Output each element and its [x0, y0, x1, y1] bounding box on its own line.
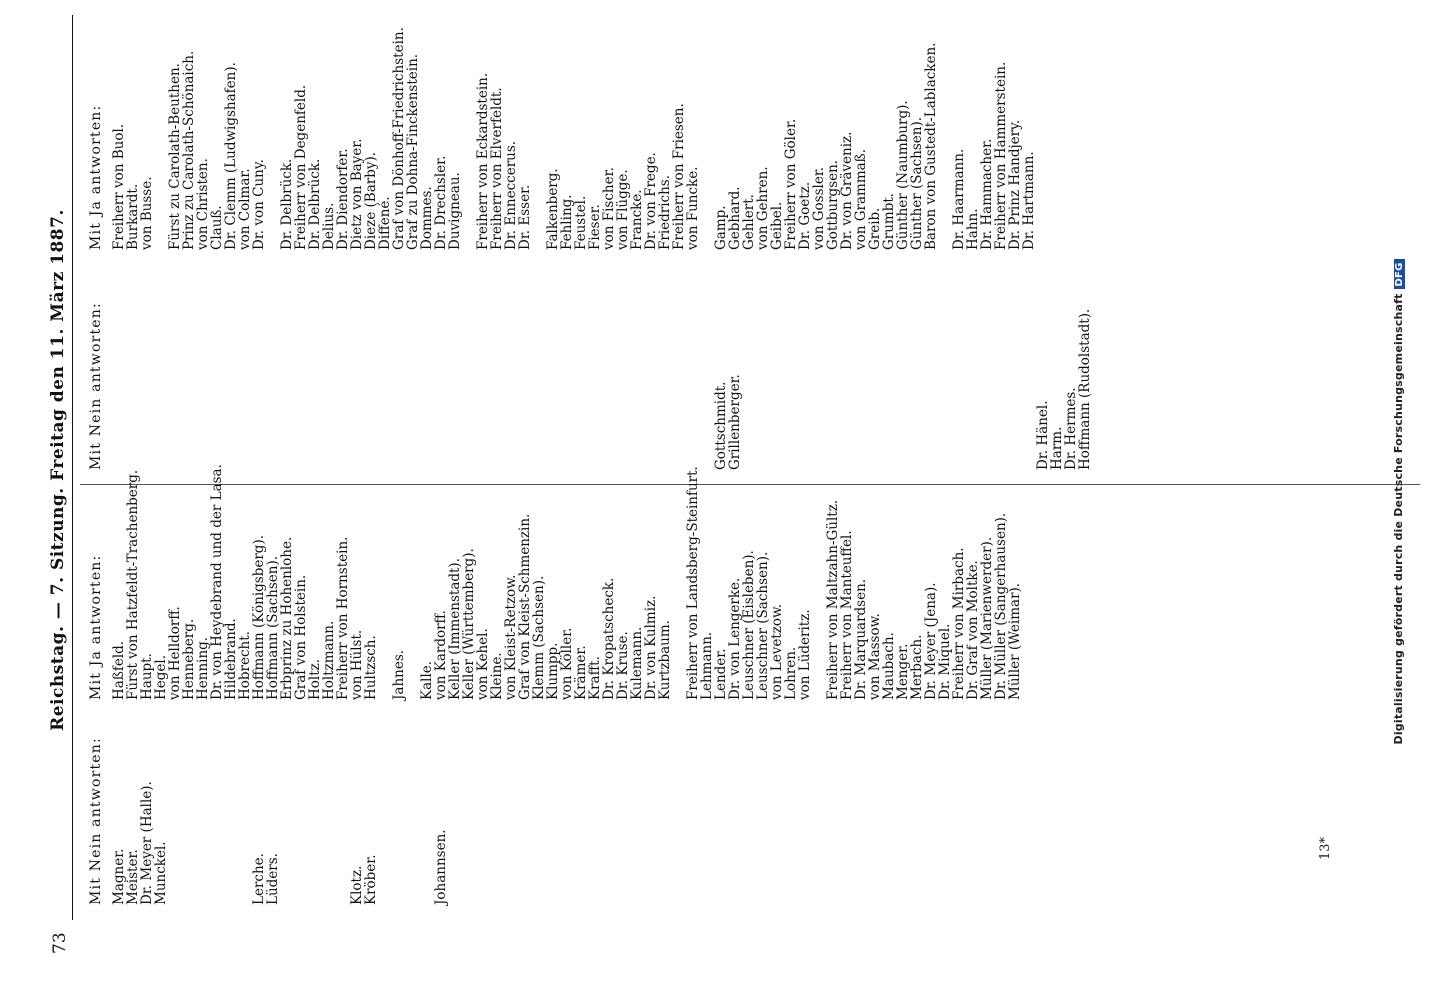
- col4-heading: Mit Ja antworten:: [88, 104, 104, 250]
- name-row: [644, 270, 658, 470]
- name-row: Gottburgsen.: [825, 159, 841, 250]
- name-row: [798, 270, 812, 470]
- col1-heading: Mit Nein antworten:: [88, 737, 104, 905]
- name-row: [210, 705, 224, 905]
- name-row: Fieser.: [587, 204, 603, 250]
- name-row: Gebhard.: [727, 186, 743, 250]
- name-row: [882, 270, 896, 470]
- name-row: [392, 705, 406, 905]
- name-row: [238, 270, 252, 470]
- name-row: Greib.: [867, 207, 883, 250]
- name-row: [1022, 270, 1036, 470]
- name-row: [560, 270, 574, 470]
- header-rule: [72, 15, 73, 920]
- name-row: Freiherr von Manteuffel.: [839, 530, 855, 700]
- name-row: Dr. Esser.: [517, 184, 533, 250]
- name-row: [518, 270, 532, 470]
- name-row: [490, 270, 504, 470]
- name-row: [574, 270, 588, 470]
- name-row: [980, 270, 994, 470]
- name-row: [392, 270, 406, 470]
- name-row: [1008, 270, 1022, 470]
- name-row: von Köller.: [559, 627, 575, 700]
- name-row: [182, 270, 196, 470]
- name-row: [588, 270, 602, 470]
- name-row: von Lüderitz.: [797, 609, 813, 700]
- name-row: [462, 30, 476, 250]
- name-row: von Christen.: [195, 158, 211, 250]
- name-row: [196, 270, 210, 470]
- name-row: von Helldorff.: [167, 606, 183, 700]
- name-row: Müller (Marienwerder).: [979, 536, 995, 700]
- name-row: von Funcke.: [685, 166, 701, 250]
- name-row: [224, 270, 238, 470]
- name-row: Dietz von Bayer.: [349, 138, 365, 250]
- name-row: von Massow.: [867, 613, 883, 700]
- name-row: Kröber.: [363, 854, 379, 905]
- name-row: [322, 705, 336, 905]
- name-row: von Hülst.: [349, 629, 365, 700]
- name-row: Günther (Naumburg).: [895, 100, 911, 250]
- name-row: Lohren.: [783, 646, 799, 700]
- name-row: [532, 270, 546, 470]
- name-row: Dr. Marquardsen.: [853, 578, 869, 700]
- name-row: Klemm (Sachsen).: [531, 575, 547, 700]
- name-row: [812, 270, 826, 470]
- name-row: Graf von Kleist-Schmenzin.: [517, 513, 533, 700]
- name-row: Dr. Hermes.: [1063, 387, 1079, 470]
- name-row: Dr. Hammacher.: [979, 138, 995, 250]
- name-row: [840, 270, 854, 470]
- name-row: [266, 30, 280, 250]
- name-row: Freiherr von Buol.: [111, 123, 127, 250]
- name-row: [196, 705, 210, 905]
- col3-name-list: [112, 270, 1092, 470]
- name-row: [952, 270, 966, 470]
- name-row: Gehlert.: [741, 194, 757, 250]
- name-row: Feustel.: [573, 195, 589, 250]
- name-row: [420, 705, 434, 905]
- name-row: Klumpp.: [545, 642, 561, 700]
- name-row: [966, 270, 980, 470]
- name-row: Dr. Müller (Sangerhausen).: [993, 512, 1009, 700]
- name-row: [924, 270, 938, 470]
- name-row: Fürst zu Carolath-Beuthen.: [167, 63, 183, 250]
- name-row: Meister.: [125, 849, 141, 905]
- name-row: Dr. Haarmann.: [951, 148, 967, 250]
- name-row: von Kardorff.: [433, 610, 449, 700]
- name-row: Holtzmann.: [321, 620, 337, 700]
- name-row: [126, 270, 140, 470]
- name-row: [364, 270, 378, 470]
- name-row: [700, 270, 714, 470]
- name-row: Grumbt.: [881, 192, 897, 250]
- name-row: Kulemann.: [629, 626, 645, 700]
- name-row: Dr. Miquel.: [937, 623, 953, 700]
- name-row: Graf von Holstein.: [293, 574, 309, 700]
- name-row: [784, 270, 798, 470]
- col4-name-list: [111, 27, 1037, 250]
- name-row: [378, 705, 392, 905]
- name-row: Duvigneau.: [447, 172, 463, 250]
- name-row: [938, 30, 952, 250]
- digitization-credit: [1392, 12, 1405, 992]
- name-row: [854, 270, 868, 470]
- name-row: [322, 270, 336, 470]
- name-row: Harm.: [1049, 426, 1065, 470]
- name-row: Dr. von Frege.: [643, 152, 659, 250]
- name-row: [308, 705, 322, 905]
- name-row: Dommes.: [419, 186, 435, 250]
- name-row: [154, 270, 168, 470]
- name-row: Burkardt.: [125, 183, 141, 250]
- name-row: Freiherr von Mirbach.: [951, 547, 967, 700]
- name-row: Dr. Hartmann.: [1021, 151, 1037, 250]
- name-row: Freiherr von Eckardstein.: [475, 72, 491, 250]
- name-row: [420, 270, 434, 470]
- name-row: Hildebrand.: [223, 618, 239, 700]
- name-row: Lüders.: [265, 853, 281, 905]
- name-row: Hoffmann (Rudolstadt).: [1077, 308, 1093, 470]
- name-row: von Fischer.: [601, 167, 617, 250]
- name-row: Freiherr von Elverfeldt.: [489, 87, 505, 250]
- name-row: [266, 270, 280, 470]
- name-row: [672, 490, 686, 700]
- name-row: Friedrichs.: [657, 174, 673, 250]
- name-row: Maubach.: [881, 632, 897, 700]
- name-row: [686, 270, 700, 470]
- name-row: [826, 270, 840, 470]
- name-row: [336, 705, 350, 905]
- name-row: [938, 270, 952, 470]
- name-row: von Flügge.: [615, 169, 631, 250]
- name-row: Dr. von Gräveniz.: [839, 131, 855, 250]
- name-row: [994, 270, 1008, 470]
- name-row: Henneberg.: [181, 618, 197, 700]
- name-row: [294, 705, 308, 905]
- name-row: [812, 490, 826, 700]
- col2-name-list: [111, 464, 1023, 700]
- name-row: von Gossler.: [811, 166, 827, 250]
- name-row: Freiherr von Friesen.: [671, 103, 687, 250]
- name-row: [378, 270, 392, 470]
- name-row: [350, 270, 364, 470]
- name-row: Magner.: [111, 848, 127, 905]
- name-row: von Levetzow.: [769, 603, 785, 700]
- name-row: Hegel.: [153, 654, 169, 700]
- name-row: [224, 705, 238, 905]
- name-row: Leuschner (Eisleben).: [741, 550, 757, 700]
- name-row: Lender.: [713, 648, 729, 700]
- name-row: Clauß.: [209, 205, 225, 250]
- name-row: Gottschmidt.: [713, 381, 729, 470]
- name-row: [406, 705, 420, 905]
- name-row: Dr. Graf von Moltke.: [965, 560, 981, 700]
- name-row: von Kehel.: [475, 628, 491, 700]
- name-row: [532, 30, 546, 250]
- col3-heading: Mit Nein antworten:: [88, 302, 104, 470]
- name-row: [238, 705, 252, 905]
- name-row: Krafft.: [587, 656, 603, 700]
- name-row: von Kleist-Retzow.: [503, 574, 519, 700]
- name-row: [756, 270, 770, 470]
- name-row: Kalle.: [419, 660, 435, 700]
- name-row: [168, 270, 182, 470]
- name-row: Klotz.: [349, 865, 365, 905]
- name-row: Freiherr von Landsberg-Steinfurt.: [685, 466, 701, 700]
- name-row: Dr. Kruse.: [615, 631, 631, 700]
- name-row: [868, 270, 882, 470]
- name-row: Dr. Delbrück.: [307, 158, 323, 250]
- name-row: Holtz.: [307, 658, 323, 700]
- name-row: Francke.: [629, 189, 645, 250]
- name-row: Haßfeld.: [111, 640, 127, 700]
- name-row: Dr. von Heydebrand und der Lasa.: [209, 464, 225, 700]
- column-divider: [80, 484, 1420, 485]
- name-row: Henning.: [195, 636, 211, 700]
- name-row: Erbprinz zu Hohenlohe.: [279, 536, 295, 700]
- name-row: Dr. Drechsler.: [433, 155, 449, 250]
- name-row: Müller (Weimar).: [1007, 582, 1023, 700]
- name-row: Dr. Goetz.: [797, 181, 813, 250]
- name-row: [448, 270, 462, 470]
- name-row: Hoffmann (Sachsen).: [265, 555, 281, 700]
- name-row: Grillenberger.: [727, 374, 743, 470]
- name-row: Freiherr von Degenfeld.: [293, 84, 309, 250]
- name-row: Hultzsch.: [363, 635, 379, 700]
- name-row: Prinz zu Carolath-Schönaich.: [181, 50, 197, 250]
- name-row: Günther (Sachsen).: [909, 116, 925, 250]
- name-row: Freiherr von Maltzahn-Gültz.: [825, 499, 841, 700]
- name-row: Dr. Delbrück.: [279, 158, 295, 250]
- name-row: [672, 270, 686, 470]
- name-row: Dr. Prinz Handjery.: [1007, 119, 1023, 250]
- footnote: 13*: [1318, 836, 1333, 860]
- name-row: [896, 270, 910, 470]
- name-row: Dieze (Barby).: [363, 151, 379, 250]
- name-row: [112, 270, 126, 470]
- name-row: [616, 270, 630, 470]
- page-header: Reichstag. — 7. Sitzung. Freitag den 11. März 1887.: [48, 209, 68, 731]
- name-row: Hahn.: [965, 208, 981, 250]
- name-row: von Grammaß.: [853, 149, 869, 250]
- name-row: [406, 270, 420, 470]
- name-row: [910, 270, 924, 470]
- name-row: Dr. Enneccerus.: [503, 140, 519, 250]
- name-row: Dr. von Lengerke.: [727, 577, 743, 700]
- name-row: [294, 270, 308, 470]
- name-row: Dr. Kropatscheck.: [601, 577, 617, 700]
- name-row: [336, 270, 350, 470]
- name-row: Kleine.: [489, 652, 505, 700]
- name-row: Fehling.: [559, 194, 575, 250]
- name-row: Gamp.: [713, 205, 729, 250]
- name-row: Dr. Hänel.: [1035, 400, 1051, 470]
- name-row: Diffené.: [377, 196, 393, 250]
- name-row: [308, 270, 322, 470]
- name-row: Dr. Clemm (Ludwigshafen).: [223, 62, 239, 250]
- name-row: Lerche.: [251, 853, 267, 905]
- name-row: [252, 270, 266, 470]
- name-row: von Gehren.: [755, 166, 771, 250]
- name-row: Hobrecht.: [237, 631, 253, 700]
- name-row: [658, 270, 672, 470]
- name-row: Freiherr von Hornstein.: [335, 536, 351, 700]
- name-row: [406, 490, 420, 700]
- name-row: [602, 270, 616, 470]
- name-row: Delius.: [321, 202, 337, 250]
- name-row: Fürst von Hatzfeldt-Trachenberg.: [125, 469, 141, 700]
- name-row: [280, 270, 294, 470]
- name-row: Leuschner (Sachsen).: [755, 551, 771, 700]
- name-row: Dr. von Cuny.: [251, 159, 267, 250]
- name-row: Graf zu Dohna-Finckenstein.: [405, 53, 421, 250]
- name-row: von Busse.: [139, 176, 155, 250]
- name-row: Graf von Dönhoff-Friedrichstein.: [391, 27, 407, 250]
- name-row: [630, 270, 644, 470]
- col2-heading: Mit Ja antworten:: [88, 554, 104, 700]
- name-row: Merbach.: [909, 634, 925, 700]
- name-row: von Colmar.: [237, 168, 253, 250]
- name-row: [546, 270, 560, 470]
- name-row: [434, 270, 448, 470]
- name-row: [210, 270, 224, 470]
- name-row: [280, 705, 294, 905]
- name-row: [140, 270, 154, 470]
- name-row: Kurtzbaum.: [657, 620, 673, 700]
- name-row: [504, 270, 518, 470]
- name-row: Dr. Diendorfer.: [335, 148, 351, 250]
- name-row: Geibel.: [769, 201, 785, 250]
- dfg-logo: DFG: [1394, 260, 1405, 290]
- name-row: Keller (Württemberg).: [461, 548, 477, 700]
- name-row: Dr. Meyer (Jena).: [923, 582, 939, 700]
- name-row: Munckel.: [153, 841, 169, 905]
- name-row: Hoffmann (Königsberg).: [251, 534, 267, 700]
- name-row: Lehmann.: [699, 631, 715, 700]
- name-row: Haupt.: [139, 653, 155, 700]
- name-row: [168, 705, 182, 905]
- name-row: [378, 490, 392, 700]
- name-row: Jahnes.: [391, 649, 407, 700]
- name-row: [182, 705, 196, 905]
- page-number: 73: [50, 932, 70, 954]
- name-row: [700, 30, 714, 250]
- name-row: Falkenberg.: [545, 168, 561, 250]
- name-row: Freiherr von Göler.: [783, 118, 799, 250]
- name-row: Krämer.: [573, 645, 589, 700]
- name-row: [770, 270, 784, 470]
- name-row: Johannsen.: [433, 829, 449, 905]
- col1-name-list: [112, 705, 448, 905]
- name-row: Freiherr von Hammerstein.: [993, 61, 1009, 250]
- name-row: [476, 270, 490, 470]
- name-row: [154, 30, 168, 250]
- name-row: Menger.: [895, 643, 911, 700]
- name-row: Baron von Gustedt-Lablacken.: [923, 42, 939, 250]
- name-row: Keller (Immenstadt).: [447, 558, 463, 700]
- name-row: [742, 270, 756, 470]
- name-row: Dr. Meyer (Halle).: [139, 781, 155, 905]
- credit-text: Digitalisierung gefördert durch die Deutsche Forschungsgemeinschaft: [1392, 293, 1405, 745]
- name-row: [462, 270, 476, 470]
- name-row: Dr. von Kulmiz.: [643, 595, 659, 700]
